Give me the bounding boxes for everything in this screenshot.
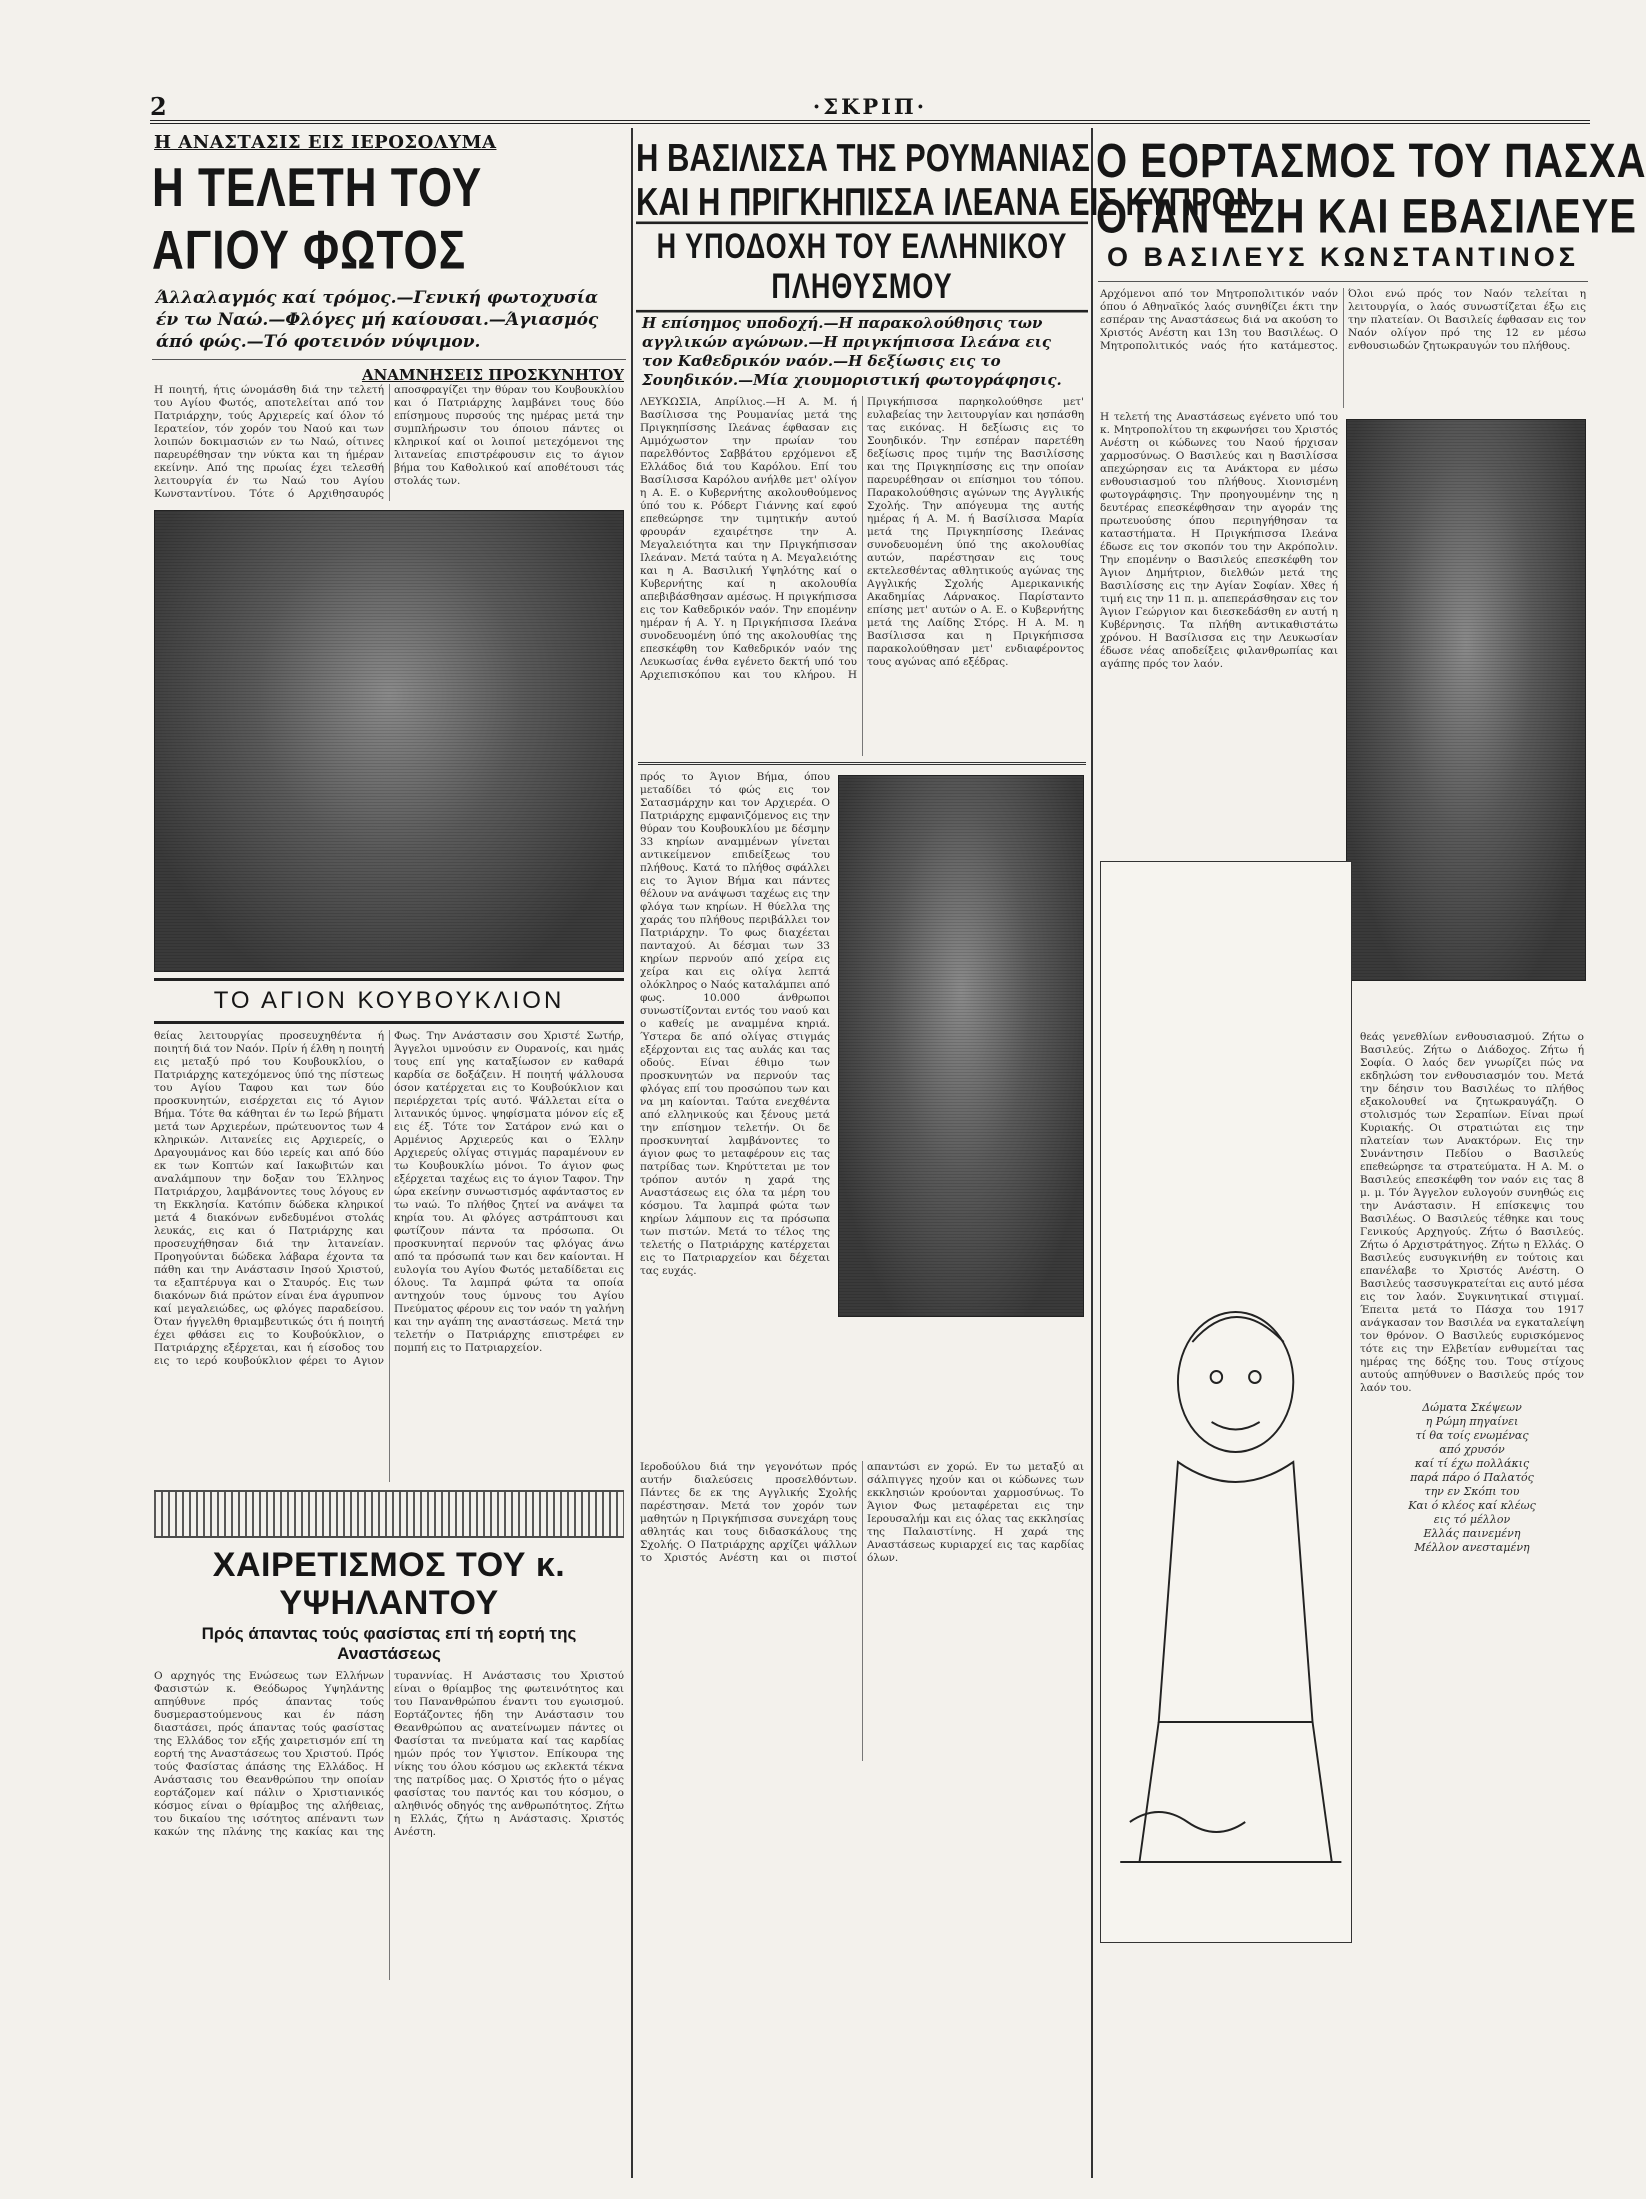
article-text-c: ψηφίσματα μόνον είς εξ εις έξ. Τότε τον Σατάρον ενώ και ο Αρμένιος Αρχιερεύς και ο Έλλην Αρχιερεύς ολίγας στιγμάς παραμένουν εν τω Κουβουκλίω μόνοι. Το άγιον φως εξέρχεται ταχέως εις το άγιον Ταφον. Την ώρα εκείνην συνωστισμός αφάνταστος εν τω ναώ. Το πλήθος ζητεί να ανάψει τα κηρία του. Αι φλόγες αστράπτουσι και φωτίζουν πάντα τα πρόσωπα. Οι προσκυνηταί περνούν τας φλόγας άνω από τα πρόσωπά των και δεν καίονται. Η ευλογία του Αγίου Φωτός μεταδίδεται εις όλους. Τα λαμπρά φώτα τα οποία αντηχούν τους ύμνους του Αγίου Πνεύματος φέρουν εις τον ναόν τη γαλήνη και την αγάπη της αναστάσεως. Μετά την τελετήν ο Πατριάρχης επιστρέφει εν πομπή εις το Πατριαρχείον. [394, 1108, 625, 1354]
article-kicker: Η ΑΝΑΣΤΑΣΙΣ ΕΙΣ ΙΕΡΟΣΟΛΥΜΑ [154, 132, 497, 153]
article-text: Αρχόμενοι από τον Μητροπολιτικόν ναόν όπου ό Αθηναϊκός λαός συνηθίζει έκτι την εσπέραν της Αναστάσεως διά να ακούση το Χριστός Ανέστη και 13η του Βασιλέως. Ο Μητροπολιτικός ναός ήτο κατάμεστος. Όλοι ενώ πρός τον Ναόν τελείται η λειτουργία, ο λαός συνωστίζεται έξω εις την πλατείαν. Οι Βασιλείς έφθασαν εις τον Ναόν ολίγον πρό της 12 εν μέσω ενθουσιωδών ζητωκραυγών του πλήθους. [1100, 288, 1586, 352]
article-headline: Η ΤΕΛΕΤΗ ΤΟΥ ΑΓΙΟΥ ΦΩΤΟΣ [152, 157, 483, 281]
article-text-b: θείας λειτουργίας προσευχηθέντα ή ποιητή διά τον Ναόν. Πρίν ή έλθη η ποιητή εις μεταξύ πρό του Κουβουκλίου, ο Πατριάρχης κατεχόμενος ύπό της πίστεως του Αγίου Ταφου και των δύο προσκυνητών, εισέρχεται εις τό Αγιον Βήμα. Τότε θα κάθηται έν τω Ιερώ βήματι μετά των Αρχιερέων, πρώτευοντος των 4 κληρικών. Λιτανείες εις Αρχιερείς, ο Δραγουμάνος και δύο ιερείς και από δύο εκ των Κοπτών καί Ιακωβιτών και αναλάμπουν την δοξαν του Έλληνος Πατριάρχου, λαμβάνοντες τους λόγους εν τη Εκκλησία. Κατόπιν δώδεκα κληρικοί μετά 4 διακόνων ενδεδυμένοι στολάς λευκάς, εις και ό Πατριάρχης και προσευχήθησαν διά την λιτανείαν. Προηγούνται δώδεκα λάβαρα έχοντα τα πάθη και την Ανάστασιν Ιησού Χριστού, τα εξαπτέρυγα και ο Σταυρός. Εις των διακόνων διά πρώτον είναι ένα άγρυπνον καί μεγαλειώδες, ως φλόγες παραδείσου. Όταν ήγγελθη θριαμβευτικώς ότι ή ποιητή έχει φθάσει εις το Κουβούκλιον, ο Πατριάρχης εξέρχεται, και ή είσοδος του εις το ιερό κουβούκλιον φέρει το Αγιον Φως. Την Ανάστασιν σου Χριστέ Σωτήρ, Άγγελοι υμνούσιν εν Ουρανοίς, και ημάς τους επί γης καταξίωσον εν καθαρά καρδία σε δοξάζειν. Η ποιητή ψάλλουσα όσον κατέρχεται εις το Κουβούκλιον και περιέρχεται τρίς αυτό. Ψάλλεται είτα ο λιτανικός ύμνος. [154, 1030, 624, 1367]
divider [1098, 281, 1588, 282]
headline-line-2: ΟΤΑΝ ΕΖΗ ΚΑΙ ΕΒΑΣΙΛΕΥΕ [1096, 190, 1637, 244]
column-rule [631, 128, 633, 2178]
article-text-b: Η τελετή της Αναστάσεως εγένετο υπό του κ. Μητροπολίτου τη εκφωνήσει του Χριστός Ανέστη οι κώδωνες του Ναού ήρχισαν χαρμοσύνως. Ο Βασιλεύς και η Βασιλίσσα απεχώρησαν εις τα Ανάκτορα εν μέσω ενθουσιασμού του πλήθους. Χιονισμένη φωτογράφησις. Την προηγουμένην της η δευτέρας επεσκέφθησαν την αγοράν της πρωτευούσης όπου περιηγήθησαν τα καταστήματα. Η Πριγκήπισσα Ιλεάνα έδωσε εις τον σκοπόν του την Ακρόπολιν. Την επομένην ο Βασιλεύς επεσκέφθη τον Άγιον Δημήτριον, διελθών μετά της Βασιλίσσης εις την Αγίαν Σοφίαν. [1100, 411, 1338, 592]
article-headline [1096, 134, 1646, 244]
article-text-b: Παρακολούθησις αγώνων της Αγγλικής Σχολής. Την απόγευμα της αυτής ημέρας ή Α. Μ. ή Βασίλισσα Μαρία μετά της Πριγκηπίσσης Ιλεάνας συνοδευομένη ύπό της ακολουθίας αυτών, παρέστησαν εις τους εκτελεσθέντας αθλητικούς αγώνας της Αγγλικής Σχολής Αμερικανικής Ακαδημίας Λάρνακος. Παρίσταντο επίσης μετ' αυτών ο Α. Ε. ο Κυβερνήτης μετά της Λαίδης Στόρς. Η Α. Μ. η Βασίλισσα και η Πριγκήπισσα παρακολούθησαν μετ' ενδιαφέροντος τους αγώνας από εξέδρας. [867, 487, 1084, 668]
article-text-c: πρός το Άγιον Βήμα, όπου μεταδίδει τό φώς εις τον Σατασμάρχην και τον Αρχιερέα. Ο Πατριάρχης εμφανιζόμενος εις την θύραν του Κουβουκλίου με δέσμην 33 κηρίων αναμμένων γίνεται αντικείμενον επιδείξεως του πλήθους. Κατά το πλήθος σφάλλει εις το Άγιον Βήμα και πάντες θέλουν να ανάψωσι ταχέως εις την φλόγα των κηρίων. Η θύελλα της χαράς του πλήθους περιβάλλει τον Πατριάρχην. Το φως διαχέεται πανταχού. Αι δέσμαι των 33 κηρίων περνούν από χείρα εις χείρα και εις ολίγα λεπτά ολόκληρος ο Ναός καταλάμπει από φως. 10.000 άνθρωποι συνωστίζονται εντός του ναού και ο καθείς με αναμμένα κηριά. Ύστερα δε από ολίγας στιγμάς εξέρχονται εις τας αυλάς και τας οδούς. Είναι έθιμο των προσκυνητών να περνούν τας φλόγας επί του προσώπου των και να μη καίονται. [640, 771, 830, 1108]
article-text [640, 396, 1084, 756]
cartoon-drawing [1101, 862, 1351, 1942]
divider [152, 359, 626, 360]
article-text-d: Ταύτα ενεχθέντα από ελληνικούς και ξένους μετά την επίσημον τελετήν. Οι δε προσκυνηταί λαμβάνοντες το άγιον φως το μεταφέρουν εις τας πατρίδας των. Κηρύττεται με τον τρόπον αυτόν η χαρά της Αναστάσεως εις όλα τα μέρη του κόσμου. Τα λαμπρά φώτα των κηρίων λάμπουν εις τα πρόσωπα των πιστών. Μετά το τέλος της τελετής ο Πατριάρχης κατέρχεται εις το Πατριαρχείον και δέχεται τας ευχάς. [640, 1096, 831, 1277]
ypsilantis-text-b: Εορτάζοντες ήδη την Ανάστασιν του Θεανθρώπου ας ανατείνωμεν πάντες οι Φασίσται τα πνεύματα καί τας καρδίας ημών πρός τον Υψιστον. Επίκουρα της νίκης του όλου κόσμου ως εκλεκτά τέκνα της πατρίδος μας. Ο Χριστός ήτο ο μέγας φασίστας του παντός και του κόσμου, ο αληθινός οδηγός της ανθρωπότητος. Ζήτω η Ελλάς, ζήτω η Ανάστασις. Χριστός Ανέστη. [394, 1709, 624, 1838]
column-rule [1091, 128, 1093, 2178]
ypsilantis-subhead: Πρός άπαντας τούς φασίστας επί τή εορτή της Αναστάσεως [201, 1624, 577, 1663]
cartoon-illustration [1100, 861, 1352, 1943]
article-subhead: ΑΝΑΜΝΗΣΕΙΣ ΠΡΟΣΚΥΝΗΤΟΥ [361, 366, 624, 384]
article-text [1360, 1031, 1584, 2131]
article-text [640, 771, 830, 1461]
ypsilantis-text-a: Ο αρχηγός της Ενώσεως των Ελλήνων Φασιστών κ. Θεόδωρος Υψηλάντης απηύθυνε πρός άπαντας τούς δυσμεραστούμενους και έν πάση διαστάσει, πρός άπαντας τούς φασίστας της Ελλάδος τον εξής χαιρετισμόν επί τη εορτή της Αναστάσεως του Χριστού. Πρός τούς Φασίστας άπάσης της Ελλάδος. Η Ανάστασις του Θεανθρώπου την οποίαν εορτάζομεν καί πάλιν ο Χριστιανικός κόσμος είναι ο θρίαμβος της αλήθειας, του δικαίου της ισότητος απέναντι των κακών της πλάνης της κακίας και της τυραννίας. Η Ανάστασις του Χριστού είναι ο θρίαμβος της φωτεινότητος και του Πανανθρώπου έναντι του εγωισμού. [154, 1670, 624, 1838]
article-text-d: θεάς γενεθλίων ενθουσιασμού. Ζήτω ο Βασιλεύς. Ζήτω ο Διάδοχος. Ζήτω ή Σοφία. Ο λαός δεν γνωρίζει πώς να εκδηλώση τον ενθουσιασμόν του. Μετά την δέησιν του Βασιλέως το πλήθος εξακολουθεί να ζητωκραυγάζη. Ο στολισμός των Σεραπίων. Είναι πρωί Κυριακής. Οι στρατιώται εις την πλατείαν των Ανακτόρων. Εις την Συνάντησιν Πεδίου ο Βασιλεύς επεθεώρησε τα στρατεύματα. Η Α. Μ. ο Βασιλεύς επεσκέφθη τον ναόν εις τας 8 μ. μ. Τόν Άγγελον ευλογούν συνηθώς εις την Ανάστασιν. Η επίσκεψις του Βασιλέως. Ο Βασιλεύς τέθηκε και τους Γενικούς Αρχηγούς. Ζήτω ό Βασιλεύς. Ζήτω ό Αρχιστράτηγος. Ζήτω η Ελλάς. [1360, 1031, 1584, 1251]
headline-line-1: Η ΒΑΣΙΛΙΣΣΑ ΤΗΣ ΡΟΥΜΑΝΙΑΣ [636, 136, 1090, 180]
photo-queen-marie [838, 775, 1084, 1317]
photo-kouvouklion [154, 510, 624, 972]
decorative-ornament [154, 1490, 624, 1538]
paper-name: ·ΣΚΡΙΠ· [812, 94, 928, 119]
welcome-headline: Η ΥΠΟΔΟΧΗ ΤΟΥ ΕΛΛΗΝΙΚΟΥ ΠΛΗΘΥΣΜΟΥ [636, 222, 1088, 313]
divider [638, 762, 1086, 765]
ypsilantis-headline: ΧΑΙΡΕΤΙΣΜΟΣ ΤΟΥ κ. ΥΨΗΛΑΝΤΟΥ [212, 1546, 566, 1622]
article-subhead: Ο ΒΑΣΙΛΕΥΣ ΚΩΝΣΤΑΝΤΙΝΟΣ [1107, 242, 1579, 272]
article-text-c: Χθες ή τιμή εις την 11 π. μ. απεπεράσθησαν εις τον Άγιον Γεώργιον και διεσκεδάσθη εν αυτή η Κυβέρνησις. Τα πλήθη αντικαθιστάτω χρόνου. Η Βασίλισσα εις την Λευκωσίαν έδωσε νέας αποδείξεις φιλανθρωπίας και αγάπης πρός τον λαόν. [1100, 580, 1338, 670]
verses: Δώματα Σκέψεων η Ρώμη πηγαίνει τί θα τοίς ενωμένας από χρυσόν καί τί έχω πολλάκις παρά πάρο ό Παλατός την εν Σκόπι του Και ό κλέος καί κλέως εις τό μέλλον Ελλάς παινεμένη Μέλλον ανεσταμένη [1408, 1401, 1536, 1554]
article-text [154, 1670, 624, 1980]
column-holy-fire [150, 128, 628, 2178]
article-text: Ιεροδούλου διά την γεγονότων πρός αυτήν διαλεύσεις προσελθόντων. Πάντες δε εκ της Αγγλικής Σχολής παρέστησαν. Μετά τον χορόν των μαθητών η Πριγκήπισσα συνεχάρη τους αθλητάς και τους διδασκάλους της Σχολής. Ο Πατριάρχης αρχίζει ψάλλων το Χριστός Ανέστη και οι πιστοί απαντώσι εν χορώ. Εν τω μεταξύ αι σάλπιγγες ηχούν και οι κώδωνες των εκκλησιών κρούονται χαρμοσύνως. Το Άγιον Φως μεταφέρεται εις την Ιερουσαλήμ και εις όλας τας εκκλησίας της Παλαιστίνης. Η χαρά της Αναστάσεως κυριαρχεί εις τας καρδίας όλων. [640, 1461, 1084, 1564]
article-deck: Η επίσημος υποδοχή.—Η παρακολούθησις των αγγλικών αγώνων.—Η πριγκήπισσα Ιλεάνα εις τον Καθεδρικόν ναόν.—Η δεξίωσις εις το Σουηδικόν.—Μία χιουμοριστική φωτογράφησις. [642, 314, 1062, 389]
article-text-a: ΛΕΥΚΩΣΙΑ, Απρίλιος.—Η Α. Μ. ή Βασίλισσα της Ρουμανίας μετά της Πριγκηπίσσης Ιλεάνας έφθασαν εις Αμμόχωστον την πρωίαν του παρελθόντος Σαββάτου ερχόμενοι εξ Ελλάδος διά του Καρόλου. Επί του Βασίλισσα Καρόλου ανήλθε μετ' ολίγον η Α. Ε. ο Κυβερνήτης ακολουθούμενος ύπό του κ. Ρόδερτ Γιάννης καί εφού επεθεώρησε την τιμητικήν αυτού φρουράν εχαιρέτησε την Α. Μεγαλειότητα και την Πριγκήπισσαν Ιλεάναν. Μετά ταύτα η Α. Μεγαλειότης και η Α. Βασιλική Υψηλότης καί ο Κυβερνήτης καί η ακολουθία απεβιβάσθησαν αμέσως. [640, 396, 857, 603]
page-number: 2 [150, 92, 167, 121]
column-easter-constantine [1096, 128, 1646, 2178]
photo-king-constantine [1346, 419, 1586, 981]
headline-line-2: ΚΑΙ Η ΠΡΙΓΚΗΠΙΣΣΑ ΙΛΕΑΝΑ ΕΙΣ ΚΥΠΡΟΝ [636, 179, 1259, 224]
masthead-rule [150, 120, 1590, 124]
photo-caption: ΤΟ ΑΓΙΟΝ ΚΟΥΒΟΥΚΛΙΟΝ [154, 978, 624, 1024]
article-text [154, 1030, 624, 1482]
article-text: Η ποιητή, ήτις ώνομάσθη διά την τελετή του Αγίου Φωτός, αποτελείται από τον Πατριάρχην, τούς Αρχιερείς καί όλον τό Ιερατείον, τόν χορόν του Ναού και των λοιπών δοκιμασιών εν τω Ναώ, οίτινες παρευρέθησαν την νύκτα και τη ήμέραν εκείνην. Από της πρωίας έχει τελεσθή λειτουργία έν τω Ναώ του Αγίου Κωνσταντίνου. Τότε ό Αρχιθησαυρός αποσφραγίζει την θύραν του Κουβουκλίου και ό Πατριάρχης λαμβάνει τους δύο επίσημους πυρσούς της ημέρας μετά την συμπλήρωσιν του όποιου πάντες οι κληρικοί καί οι λοιποί μετεχόμενοι της λιτανείας επιστρέφουσιν εις το άγιον βήμα του Καθολικού καί αποθέτουσι τάς στολάς των. [154, 384, 624, 500]
headline-line-1: Ο ΕΟΡΤΑΣΜΟΣ ΤΟΥ ΠΑΣΧΑ [1096, 135, 1646, 188]
article-deck: Άλλαλαγμός καί τρόμος.—Γενική φωτοχυσία έν τω Ναώ.—Φλόγες μή καίουσαι.—Άγιασμός άπό φώς.—Τό φοτεινόν νύψιμον. [156, 288, 599, 352]
article-text-e: Ο Βασιλεύς ευσυγκινήθη εν τούτοις και επανέλαβε το Χριστός Ανέστη. Ο Βασιλεύς τασσυγκρατείται εις αυτό μέσα εις τον λαόν. Συγκινητικαί στιγμαί. Έπειτα μετά το Πάσχα του 1917 ανάγκασαν τον Βασιλέα να εγκαταλείψη τον θρόνον. Ο Βασιλεύς ευρισκόμενος τότε εις την Ελβετίαν ενθυμείται τας ημέρας της δόξης του. Τους στίχους αυτούς απηύθυνεν ο Βασιλεύς πρός τον λαόν του. [1360, 1239, 1584, 1394]
article-headline [636, 136, 1259, 224]
article-text-e: Η πριγκήπισσα εις τον Καθεδρικόν ναόν. Την επομένην ημέραν ή Α. Υ. η Πριγκήπισσα Ιλεάνα συνοδευομένη ύπό της ακολουθίας της επεσκέφθη τον Καθεδρικόν ναόν της Λευκωσίας ένθα εγένετο δεκτή υπό του Αρχιεπισκόπου και του κλήρου. Η Πριγκήπισσα παρηκολούθησε μετ' ευλαβείας την λειτουργίαν και ησπάσθη τας εικόνας. Η δεξίωσις εις το Σουηδικόν. Την εσπέραν παρετέθη δεξίωσις προς τιμήν της Βασιλίσσης και της Πριγκηπίσσης εις την οποίαν παρευρέθησαν οι επίσημοι του τόπου. [640, 396, 1084, 681]
